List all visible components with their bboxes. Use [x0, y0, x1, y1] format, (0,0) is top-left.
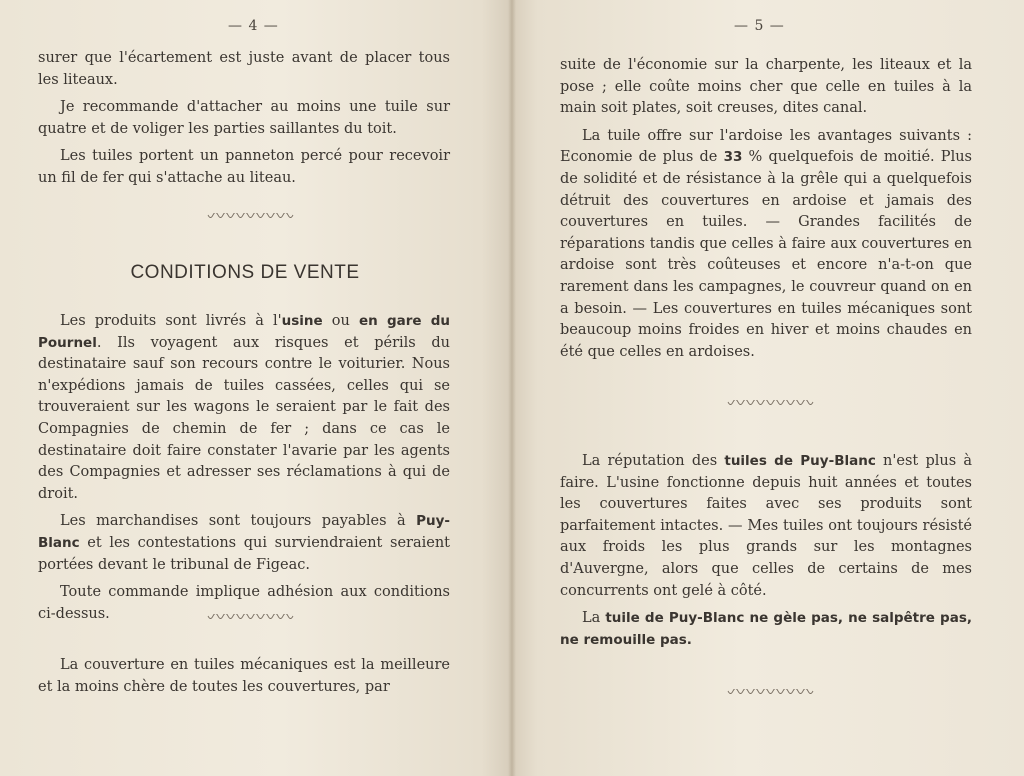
right-page — [512, 0, 1024, 776]
paragraph: La couverture en tuiles mécaniques est la meilleure et la moins chère de toutes les couvertures, par — [38, 657, 450, 695]
left-intro-text — [38, 48, 450, 196]
ornament-divider — [206, 614, 296, 622]
ornament-divider — [726, 689, 816, 697]
paragraph: Les marchandises sont toujours payables à Puy-Blanc et les contestations qui surviendraient seraient portées devant le tribunal de Figeac. — [38, 513, 450, 573]
paragraph: Toute commande implique adhésion aux conditions ci-dessus. — [38, 584, 450, 622]
page-number-left: — 4 — — [228, 18, 279, 34]
page-number-right: — 5 — — [734, 18, 785, 34]
section-heading: CONDITIONS DE VENTE — [130, 262, 360, 283]
paragraph: Je recommande d'attacher au moins une tuile sur quatre et de voliger les parties saillantes du toit. — [38, 99, 450, 137]
paragraph: La tuile de Puy-Blanc ne gèle pas, ne salpêtre pas, ne remouille pas. — [560, 610, 972, 648]
right-bottom-text — [560, 451, 972, 657]
left-final-text — [38, 655, 450, 704]
ornament-divider — [726, 400, 816, 408]
paragraph: Les produits sont livrés à l'usine ou en gare du Pournel. Ils voyagent aux risques et périls du destinataire sauf son recours contre le voiturier. Nous n'expédions jamais de tuiles cassées, celles qui se trouveraient sur les wagons le seraient par le fait des Compagnies de chemin de fer ; dans ce cas le destinataire doit faire constater l'avarie par les agents des Compagnies et adresser ses réclamations à qui de droit. — [38, 313, 450, 502]
paragraph: surer que l'écartement est juste avant de placer tous les liteaux. — [38, 50, 450, 88]
book-gutter — [508, 0, 516, 776]
right-top-text — [560, 55, 972, 369]
paragraph: La tuile offre sur l'ardoise les avantages suivants : Economie de plus de 33 % quelquefois de moitié. Plus de solidité et de résistance à la grêle qui a quelquefois détruit des couvertures en ardoise et jamais des couvertures en tuiles. — Grandes facilités de réparations tandis que celles à faire aux couvertures en ardoise sont très coûteuses et encore n'a-t-on que rarement dans les campagnes, le couvreur quand on en a besoin. — Les couvertures en tuiles mécaniques sont beaucoup moins froides en hiver et moins chaudes en été que celles en ardoises. — [560, 127, 972, 360]
paragraph: La réputation des tuiles de Puy-Blanc n'est plus à faire. L'usine fonctionne depuis huit années et toutes les couvertures faites avec ses produits sont parfaitement intactes. — Mes tuiles ont toujours résisté aux froids les plus grands sur les montagnes d'Auvergne, alors que celles de certains de mes concurrents ont gelé à côté. — [560, 453, 972, 599]
paragraph: Les tuiles portent un panneton percé pour recevoir un fil de fer qui s'attache au liteau. — [38, 148, 450, 186]
ornament-divider — [206, 213, 296, 221]
paragraph: suite de l'économie sur la charpente, les liteaux et la pose ; elle coûte moins cher que celle en tuiles à la main soit plates, soit creuses, dites canal. — [560, 57, 972, 117]
conditions-text — [38, 311, 450, 631]
